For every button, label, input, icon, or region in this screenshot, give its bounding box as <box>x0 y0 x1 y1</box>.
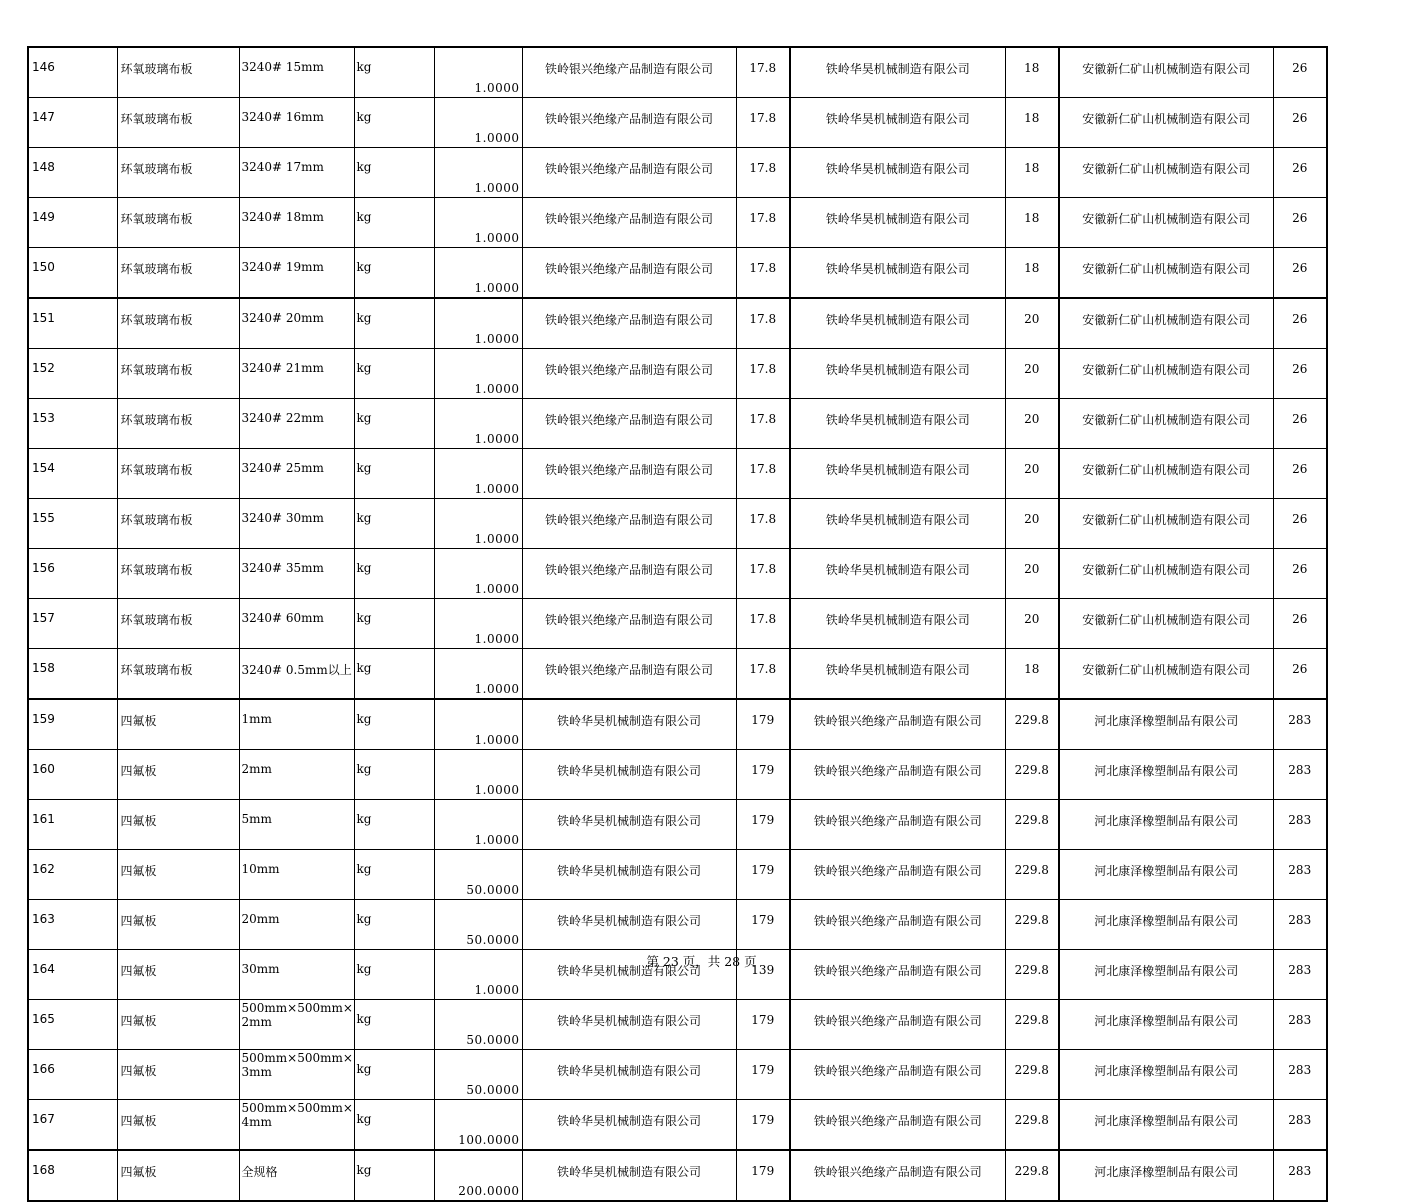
item-spec: 30mm <box>239 950 354 1000</box>
item-spec: 3240# 20mm <box>239 298 354 349</box>
supplier-1-name: 铁岭华昊机械制造有限公司 <box>522 1000 736 1050</box>
supplier-2-name: 铁岭华昊机械制造有限公司 <box>790 499 1005 549</box>
supplier-3-name: 安徽新仁矿山机械制造有限公司 <box>1059 349 1273 399</box>
table-row <box>28 399 1327 449</box>
supplier-3-name: 河北康泽橡塑制品有限公司 <box>1059 850 1273 900</box>
item-unit: kg <box>354 499 434 549</box>
item-number: 152 <box>28 349 117 399</box>
supplier-2-name: 铁岭华昊机械制造有限公司 <box>790 599 1005 649</box>
supplier-3-name: 安徽新仁矿山机械制造有限公司 <box>1059 449 1273 499</box>
item-number: 164 <box>28 950 117 1000</box>
table-row <box>28 198 1327 248</box>
item-number: 163 <box>28 900 117 950</box>
item-quantity: 1.0000 <box>474 131 520 145</box>
item-quantity-cell <box>434 699 522 750</box>
item-spec: 3240# 25mm <box>239 449 354 499</box>
supplier-3-price: 283 <box>1273 950 1327 1000</box>
item-name: 四氟板 <box>117 850 239 900</box>
item-number: 147 <box>28 98 117 148</box>
supplier-3-price: 26 <box>1273 399 1327 449</box>
item-number: 166 <box>28 1050 117 1100</box>
item-spec: 3240# 35mm <box>239 549 354 599</box>
table-row <box>28 499 1327 549</box>
item-name: 环氧玻璃布板 <box>117 349 239 399</box>
supplier-3-price: 26 <box>1273 599 1327 649</box>
item-name: 四氟板 <box>117 1100 239 1151</box>
item-spec: 500mm×500mm×4mm <box>239 1100 354 1151</box>
supplier-3-price: 26 <box>1273 47 1327 98</box>
table-row <box>28 1050 1327 1100</box>
supplier-1-price: 17.8 <box>736 298 790 349</box>
supplier-2-name: 铁岭银兴绝缘产品制造有限公司 <box>790 1000 1005 1050</box>
supplier-1-name: 铁岭华昊机械制造有限公司 <box>522 750 736 800</box>
supplier-2-price: 20 <box>1005 349 1059 399</box>
item-name: 环氧玻璃布板 <box>117 499 239 549</box>
supplier-2-name: 铁岭华昊机械制造有限公司 <box>790 298 1005 349</box>
supplier-2-name: 铁岭华昊机械制造有限公司 <box>790 649 1005 700</box>
supplier-2-name: 铁岭华昊机械制造有限公司 <box>790 198 1005 248</box>
supplier-1-name: 铁岭银兴绝缘产品制造有限公司 <box>522 599 736 649</box>
supplier-2-price: 229.8 <box>1005 699 1059 750</box>
supplier-1-name: 铁岭银兴绝缘产品制造有限公司 <box>522 349 736 399</box>
supplier-2-price: 18 <box>1005 198 1059 248</box>
supplier-3-name: 安徽新仁矿山机械制造有限公司 <box>1059 198 1273 248</box>
supplier-1-price: 17.8 <box>736 399 790 449</box>
item-unit: kg <box>354 399 434 449</box>
supplier-1-name: 铁岭银兴绝缘产品制造有限公司 <box>522 148 736 198</box>
item-number: 162 <box>28 850 117 900</box>
item-quantity: 50.0000 <box>466 1083 520 1097</box>
table-row <box>28 800 1327 850</box>
item-number: 155 <box>28 499 117 549</box>
supplier-3-name: 安徽新仁矿山机械制造有限公司 <box>1059 399 1273 449</box>
item-quantity: 50.0000 <box>466 883 520 897</box>
supplier-3-price: 283 <box>1273 850 1327 900</box>
item-number: 146 <box>28 47 117 98</box>
supplier-2-name: 铁岭银兴绝缘产品制造有限公司 <box>790 1050 1005 1100</box>
supplier-2-name: 铁岭银兴绝缘产品制造有限公司 <box>790 950 1005 1000</box>
supplier-2-name: 铁岭华昊机械制造有限公司 <box>790 549 1005 599</box>
item-quantity-cell <box>434 1100 522 1151</box>
item-name: 四氟板 <box>117 1050 239 1100</box>
item-unit: kg <box>354 349 434 399</box>
supplier-2-name: 铁岭银兴绝缘产品制造有限公司 <box>790 750 1005 800</box>
item-name: 四氟板 <box>117 950 239 1000</box>
item-quantity-cell <box>434 750 522 800</box>
supplier-2-name: 铁岭华昊机械制造有限公司 <box>790 98 1005 148</box>
item-quantity-cell <box>434 1000 522 1050</box>
supplier-3-name: 安徽新仁矿山机械制造有限公司 <box>1059 649 1273 700</box>
item-spec: 3240# 0.5mm以上 <box>239 649 354 700</box>
item-spec: 2mm <box>239 750 354 800</box>
table-row <box>28 599 1327 649</box>
item-quantity-cell <box>434 900 522 950</box>
item-name: 环氧玻璃布板 <box>117 248 239 299</box>
supplier-1-name: 铁岭华昊机械制造有限公司 <box>522 900 736 950</box>
table-row <box>28 98 1327 148</box>
supplier-2-price: 229.8 <box>1005 950 1059 1000</box>
table-row <box>28 248 1327 299</box>
table-row <box>28 1100 1327 1151</box>
item-quantity: 1.0000 <box>474 733 520 747</box>
item-spec: 3240# 22mm <box>239 399 354 449</box>
supplier-1-price: 179 <box>736 750 790 800</box>
item-unit: kg <box>354 1000 434 1050</box>
supplier-1-name: 铁岭银兴绝缘产品制造有限公司 <box>522 399 736 449</box>
item-spec: 20mm <box>239 900 354 950</box>
item-unit: kg <box>354 950 434 1000</box>
item-spec: 3240# 30mm <box>239 499 354 549</box>
table-row <box>28 900 1327 950</box>
supplier-1-name: 铁岭华昊机械制造有限公司 <box>522 1100 736 1151</box>
supplier-2-price: 229.8 <box>1005 800 1059 850</box>
supplier-3-name: 河北康泽橡塑制品有限公司 <box>1059 699 1273 750</box>
supplier-1-name: 铁岭银兴绝缘产品制造有限公司 <box>522 499 736 549</box>
item-quantity: 1.0000 <box>474 332 520 346</box>
item-quantity: 1.0000 <box>474 783 520 797</box>
item-unit: kg <box>354 298 434 349</box>
supplier-1-price: 17.8 <box>736 349 790 399</box>
supplier-3-price: 283 <box>1273 1100 1327 1151</box>
item-spec: 3240# 17mm <box>239 148 354 198</box>
supplier-3-price: 283 <box>1273 750 1327 800</box>
supplier-3-name: 安徽新仁矿山机械制造有限公司 <box>1059 599 1273 649</box>
item-number: 159 <box>28 699 117 750</box>
item-number: 167 <box>28 1100 117 1151</box>
supplier-2-name: 铁岭华昊机械制造有限公司 <box>790 248 1005 299</box>
item-quantity-cell <box>434 800 522 850</box>
supplier-1-price: 17.8 <box>736 47 790 98</box>
supplier-2-price: 20 <box>1005 549 1059 599</box>
item-quantity: 50.0000 <box>466 1033 520 1047</box>
supplier-1-name: 铁岭银兴绝缘产品制造有限公司 <box>522 248 736 299</box>
item-spec: 3240# 18mm <box>239 198 354 248</box>
item-quantity: 100.0000 <box>458 1133 520 1147</box>
table-row <box>28 349 1327 399</box>
item-name: 四氟板 <box>117 1000 239 1050</box>
supplier-3-name: 河北康泽橡塑制品有限公司 <box>1059 950 1273 1000</box>
item-unit: kg <box>354 98 434 148</box>
supplier-3-name: 河北康泽橡塑制品有限公司 <box>1059 750 1273 800</box>
item-number: 154 <box>28 449 117 499</box>
supplier-1-name: 铁岭银兴绝缘产品制造有限公司 <box>522 449 736 499</box>
supplier-2-price: 20 <box>1005 499 1059 549</box>
table-row <box>28 47 1327 98</box>
item-unit: kg <box>354 1150 434 1201</box>
supplier-1-price: 17.8 <box>736 148 790 198</box>
table-row <box>28 549 1327 599</box>
supplier-1-name: 铁岭华昊机械制造有限公司 <box>522 1050 736 1100</box>
supplier-3-name: 安徽新仁矿山机械制造有限公司 <box>1059 248 1273 299</box>
item-quantity: 1.0000 <box>474 482 520 496</box>
item-name: 四氟板 <box>117 1150 239 1201</box>
supplier-3-price: 26 <box>1273 298 1327 349</box>
supplier-2-name: 铁岭银兴绝缘产品制造有限公司 <box>790 800 1005 850</box>
supplier-2-price: 20 <box>1005 599 1059 649</box>
supplier-2-price: 18 <box>1005 649 1059 700</box>
item-quantity: 1.0000 <box>474 833 520 847</box>
item-unit: kg <box>354 649 434 700</box>
supplier-2-price: 229.8 <box>1005 1050 1059 1100</box>
supplier-2-price: 229.8 <box>1005 750 1059 800</box>
supplier-1-price: 179 <box>736 850 790 900</box>
supplier-1-price: 17.8 <box>736 499 790 549</box>
item-spec: 3240# 15mm <box>239 47 354 98</box>
item-number: 148 <box>28 148 117 198</box>
item-quantity: 1.0000 <box>474 632 520 646</box>
item-quantity-cell <box>434 599 522 649</box>
item-number: 157 <box>28 599 117 649</box>
supplier-3-name: 安徽新仁矿山机械制造有限公司 <box>1059 148 1273 198</box>
supplier-2-price: 229.8 <box>1005 1000 1059 1050</box>
item-number: 168 <box>28 1150 117 1201</box>
supplier-1-price: 179 <box>736 900 790 950</box>
item-quantity: 1.0000 <box>474 432 520 446</box>
supplier-3-price: 283 <box>1273 1050 1327 1100</box>
item-unit: kg <box>354 699 434 750</box>
supplier-3-name: 河北康泽橡塑制品有限公司 <box>1059 1100 1273 1151</box>
table-row <box>28 1000 1327 1050</box>
supplier-1-name: 铁岭银兴绝缘产品制造有限公司 <box>522 47 736 98</box>
supplier-1-price: 179 <box>736 800 790 850</box>
supplier-2-price: 229.8 <box>1005 1150 1059 1201</box>
item-quantity-cell <box>434 248 522 299</box>
supplier-3-name: 河北康泽橡塑制品有限公司 <box>1059 900 1273 950</box>
item-name: 环氧玻璃布板 <box>117 198 239 248</box>
supplier-1-price: 179 <box>736 1000 790 1050</box>
supplier-2-price: 229.8 <box>1005 1100 1059 1151</box>
item-name: 环氧玻璃布板 <box>117 47 239 98</box>
supplier-3-price: 26 <box>1273 499 1327 549</box>
supplier-3-price: 26 <box>1273 449 1327 499</box>
supplier-2-price: 18 <box>1005 47 1059 98</box>
item-name: 环氧玻璃布板 <box>117 98 239 148</box>
supplier-3-price: 283 <box>1273 900 1327 950</box>
item-number: 165 <box>28 1000 117 1050</box>
supplier-1-price: 179 <box>736 1150 790 1201</box>
item-number: 158 <box>28 649 117 700</box>
table-row <box>28 298 1327 349</box>
item-unit: kg <box>354 549 434 599</box>
supplier-3-name: 安徽新仁矿山机械制造有限公司 <box>1059 499 1273 549</box>
item-quantity: 200.0000 <box>458 1184 520 1198</box>
supplier-1-price: 179 <box>736 699 790 750</box>
supplier-2-price: 229.8 <box>1005 850 1059 900</box>
supplier-1-price: 179 <box>736 1050 790 1100</box>
supplier-3-name: 河北康泽橡塑制品有限公司 <box>1059 1150 1273 1201</box>
item-unit: kg <box>354 198 434 248</box>
supplier-1-name: 铁岭华昊机械制造有限公司 <box>522 699 736 750</box>
table-row <box>28 699 1327 750</box>
item-quantity-cell <box>434 449 522 499</box>
supplier-3-price: 26 <box>1273 349 1327 399</box>
supplier-3-price: 26 <box>1273 148 1327 198</box>
supplier-3-name: 安徽新仁矿山机械制造有限公司 <box>1059 47 1273 98</box>
item-quantity-cell <box>434 47 522 98</box>
item-name: 四氟板 <box>117 800 239 850</box>
item-quantity-cell <box>434 148 522 198</box>
item-unit: kg <box>354 148 434 198</box>
supplier-2-name: 铁岭华昊机械制造有限公司 <box>790 349 1005 399</box>
supplier-1-price: 17.8 <box>736 198 790 248</box>
supplier-2-name: 铁岭银兴绝缘产品制造有限公司 <box>790 850 1005 900</box>
item-number: 149 <box>28 198 117 248</box>
item-name: 环氧玻璃布板 <box>117 549 239 599</box>
table-row <box>28 1150 1327 1201</box>
page-footer: 第 23 页，共 28 页 <box>646 954 757 969</box>
item-quantity-cell <box>434 850 522 900</box>
item-name: 环氧玻璃布板 <box>117 649 239 700</box>
item-spec: 500mm×500mm×2mm <box>239 1000 354 1050</box>
supplier-3-name: 安徽新仁矿山机械制造有限公司 <box>1059 549 1273 599</box>
item-spec: 1mm <box>239 699 354 750</box>
table-row <box>28 649 1327 700</box>
item-unit: kg <box>354 248 434 299</box>
item-unit: kg <box>354 1100 434 1151</box>
item-unit: kg <box>354 449 434 499</box>
item-quantity-cell <box>434 399 522 449</box>
item-number: 156 <box>28 549 117 599</box>
item-quantity: 1.0000 <box>474 181 520 195</box>
item-name: 环氧玻璃布板 <box>117 148 239 198</box>
supplier-2-name: 铁岭华昊机械制造有限公司 <box>790 47 1005 98</box>
supplier-3-price: 26 <box>1273 248 1327 299</box>
supplier-1-price: 17.8 <box>736 248 790 299</box>
item-quantity: 1.0000 <box>474 582 520 596</box>
table-row <box>28 750 1327 800</box>
supplier-1-price: 17.8 <box>736 98 790 148</box>
supplier-1-name: 铁岭华昊机械制造有限公司 <box>522 950 736 1000</box>
item-unit: kg <box>354 900 434 950</box>
supplier-1-name: 铁岭华昊机械制造有限公司 <box>522 1150 736 1201</box>
supplier-3-name: 河北康泽橡塑制品有限公司 <box>1059 800 1273 850</box>
supplier-2-name: 铁岭华昊机械制造有限公司 <box>790 399 1005 449</box>
item-number: 160 <box>28 750 117 800</box>
supplier-2-name: 铁岭华昊机械制造有限公司 <box>790 449 1005 499</box>
item-name: 环氧玻璃布板 <box>117 399 239 449</box>
item-quantity: 1.0000 <box>474 682 520 696</box>
supplier-3-price: 283 <box>1273 1000 1327 1050</box>
supplier-1-price: 17.8 <box>736 449 790 499</box>
supplier-3-price: 26 <box>1273 98 1327 148</box>
item-name: 环氧玻璃布板 <box>117 449 239 499</box>
supplier-1-name: 铁岭华昊机械制造有限公司 <box>522 850 736 900</box>
supplier-3-name: 河北康泽橡塑制品有限公司 <box>1059 1050 1273 1100</box>
supplier-3-price: 283 <box>1273 1150 1327 1201</box>
item-number: 151 <box>28 298 117 349</box>
supplier-2-name: 铁岭华昊机械制造有限公司 <box>790 148 1005 198</box>
item-number: 161 <box>28 800 117 850</box>
item-spec: 3240# 21mm <box>239 349 354 399</box>
item-name: 环氧玻璃布板 <box>117 298 239 349</box>
item-quantity: 1.0000 <box>474 231 520 245</box>
item-unit: kg <box>354 800 434 850</box>
item-unit: kg <box>354 1050 434 1100</box>
item-quantity-cell <box>434 549 522 599</box>
item-name: 四氟板 <box>117 699 239 750</box>
table-row <box>28 850 1327 900</box>
item-quantity: 1.0000 <box>474 983 520 997</box>
item-spec: 10mm <box>239 850 354 900</box>
supplier-1-price: 17.8 <box>736 549 790 599</box>
item-name: 四氟板 <box>117 750 239 800</box>
supplier-3-price: 283 <box>1273 800 1327 850</box>
item-name: 四氟板 <box>117 900 239 950</box>
item-quantity: 1.0000 <box>474 81 520 95</box>
supplier-2-price: 20 <box>1005 399 1059 449</box>
item-number: 153 <box>28 399 117 449</box>
item-quantity-cell <box>434 98 522 148</box>
item-unit: kg <box>354 850 434 900</box>
supplier-1-name: 铁岭华昊机械制造有限公司 <box>522 800 736 850</box>
item-spec: 3240# 16mm <box>239 98 354 148</box>
supplier-1-price: 139 <box>736 950 790 1000</box>
supplier-1-price: 179 <box>736 1100 790 1151</box>
item-quantity-cell <box>434 1150 522 1201</box>
item-quantity-cell <box>434 499 522 549</box>
supplier-2-name: 铁岭银兴绝缘产品制造有限公司 <box>790 1150 1005 1201</box>
supplier-3-price: 26 <box>1273 198 1327 248</box>
item-name: 环氧玻璃布板 <box>117 599 239 649</box>
supplier-1-name: 铁岭银兴绝缘产品制造有限公司 <box>522 549 736 599</box>
item-number: 150 <box>28 248 117 299</box>
item-quantity-cell <box>434 198 522 248</box>
supplier-1-name: 铁岭银兴绝缘产品制造有限公司 <box>522 649 736 700</box>
item-unit: kg <box>354 47 434 98</box>
supplier-1-name: 铁岭银兴绝缘产品制造有限公司 <box>522 98 736 148</box>
supplier-3-price: 283 <box>1273 699 1327 750</box>
supplier-3-price: 26 <box>1273 649 1327 700</box>
item-quantity: 1.0000 <box>474 281 520 295</box>
supplier-1-name: 铁岭银兴绝缘产品制造有限公司 <box>522 298 736 349</box>
item-spec: 3240# 60mm <box>239 599 354 649</box>
supplier-3-name: 河北康泽橡塑制品有限公司 <box>1059 1000 1273 1050</box>
supplier-2-name: 铁岭银兴绝缘产品制造有限公司 <box>790 900 1005 950</box>
item-spec: 500mm×500mm×3mm <box>239 1050 354 1100</box>
item-spec: 全规格 <box>239 1150 354 1201</box>
item-quantity: 1.0000 <box>474 532 520 546</box>
table-row <box>28 449 1327 499</box>
table-row <box>28 148 1327 198</box>
supplier-price-table <box>27 46 1328 1202</box>
supplier-2-price: 20 <box>1005 449 1059 499</box>
item-quantity-cell <box>434 298 522 349</box>
supplier-3-name: 安徽新仁矿山机械制造有限公司 <box>1059 98 1273 148</box>
supplier-2-price: 229.8 <box>1005 900 1059 950</box>
supplier-3-name: 安徽新仁矿山机械制造有限公司 <box>1059 298 1273 349</box>
supplier-2-price: 18 <box>1005 148 1059 198</box>
item-quantity-cell <box>434 1050 522 1100</box>
supplier-2-price: 18 <box>1005 98 1059 148</box>
item-unit: kg <box>354 750 434 800</box>
item-unit: kg <box>354 599 434 649</box>
item-quantity: 50.0000 <box>466 933 520 947</box>
supplier-2-name: 铁岭银兴绝缘产品制造有限公司 <box>790 699 1005 750</box>
item-spec: 3240# 19mm <box>239 248 354 299</box>
supplier-3-price: 26 <box>1273 549 1327 599</box>
supplier-2-price: 18 <box>1005 248 1059 299</box>
item-quantity: 1.0000 <box>474 382 520 396</box>
supplier-1-name: 铁岭银兴绝缘产品制造有限公司 <box>522 198 736 248</box>
supplier-2-name: 铁岭银兴绝缘产品制造有限公司 <box>790 1100 1005 1151</box>
supplier-1-price: 17.8 <box>736 599 790 649</box>
supplier-2-price: 20 <box>1005 298 1059 349</box>
item-quantity-cell <box>434 349 522 399</box>
item-quantity-cell <box>434 649 522 700</box>
item-spec: 5mm <box>239 800 354 850</box>
supplier-1-price: 17.8 <box>736 649 790 700</box>
